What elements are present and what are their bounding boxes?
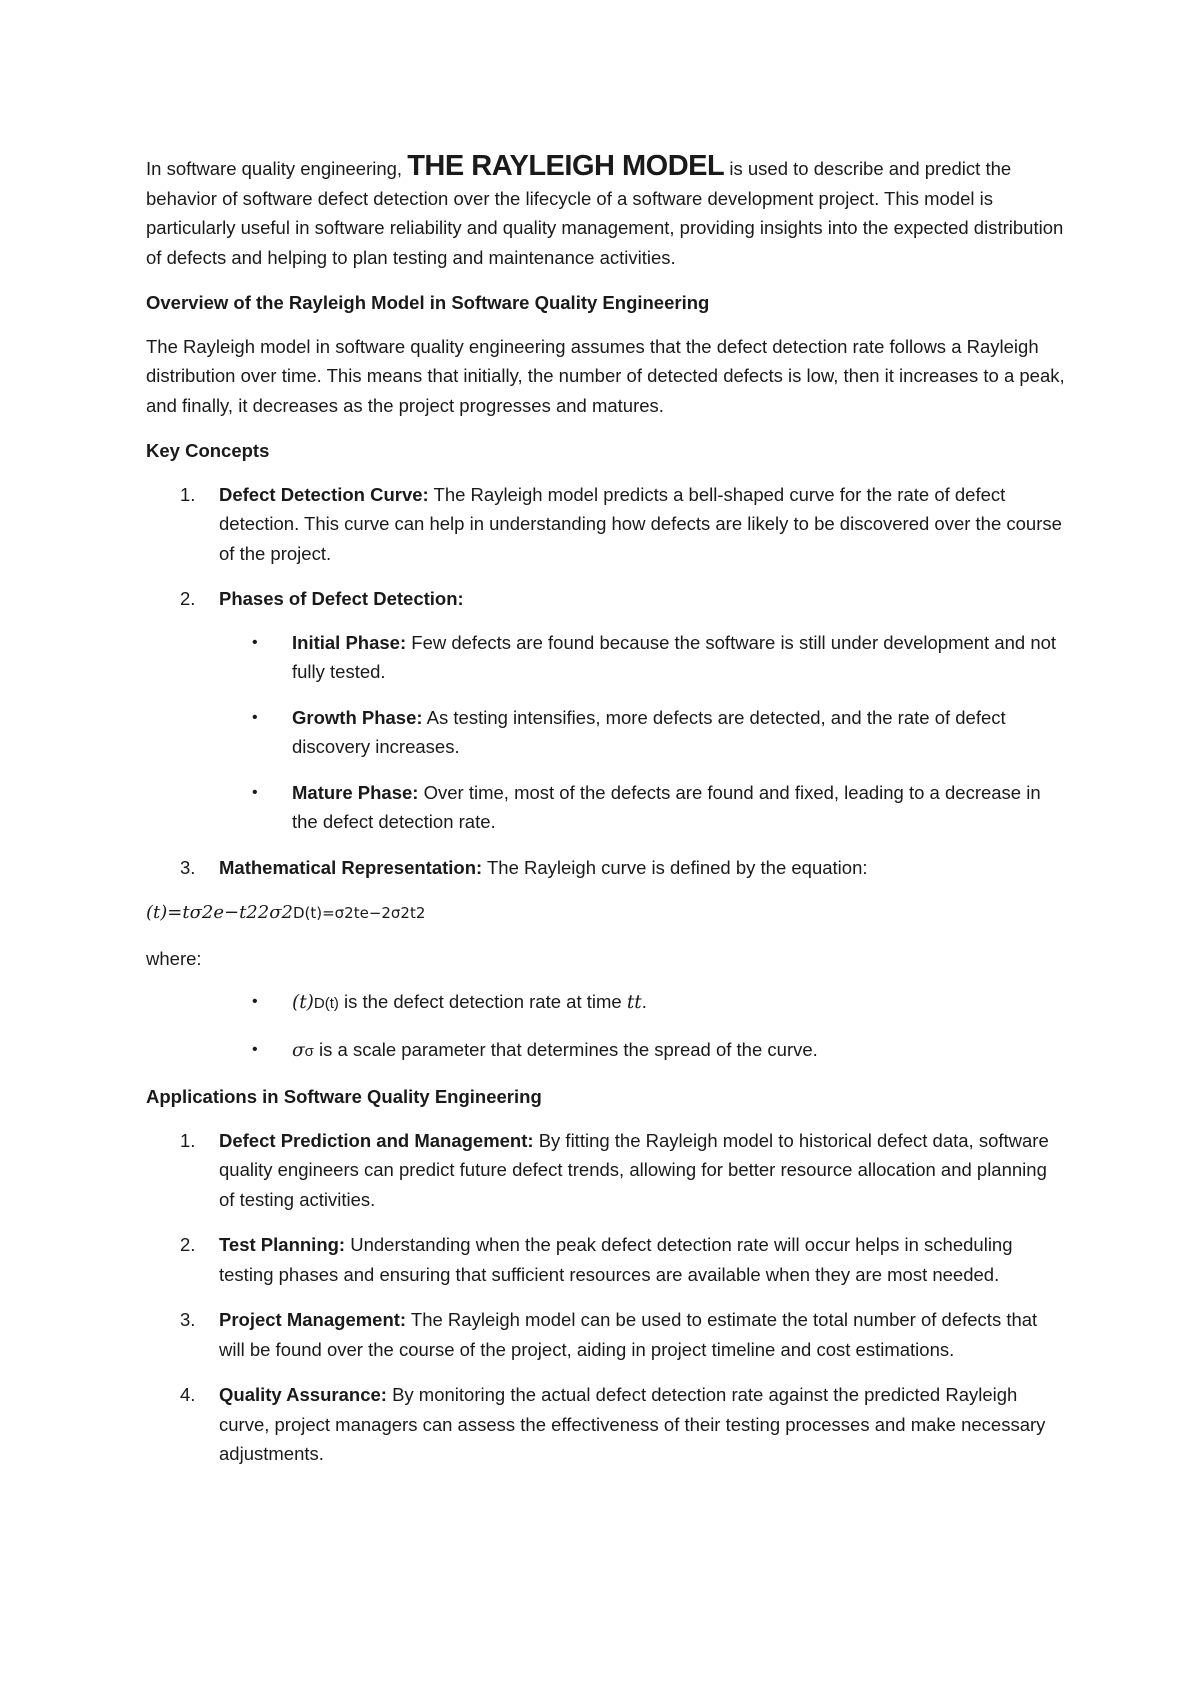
list-item	[146, 703, 1066, 762]
sentence-end: .	[641, 991, 647, 1012]
item-text: By monitoring the actual defect detection rate against the predicted Rayleigh curve, project managers can assess the effectiveness of their testing processes and make necessary adjustments.	[219, 1384, 1046, 1464]
list-item	[146, 1305, 1066, 1364]
list-number: 2.	[180, 588, 196, 609]
list-item	[146, 853, 1066, 883]
phase-text: As testing intensifies, more defects are detected, and the rate of defect discovery increases.	[292, 706, 1006, 757]
list-item	[146, 1035, 1066, 1067]
intro-paragraph	[146, 152, 1066, 272]
bullet-icon: •	[252, 1040, 258, 1058]
key-concepts-list	[146, 480, 1066, 883]
where-text: is the defect detection rate at time	[338, 991, 627, 1012]
item-term: Defect Detection Curve:	[219, 483, 429, 505]
item-text: The Rayleigh model can be used to estimate the total number of defects that will be found over the course of the project, aiding in project timeline and cost estimations.	[219, 1309, 1038, 1360]
where-label: where:	[146, 947, 202, 969]
list-item	[146, 1230, 1066, 1289]
equation-plain: D(t)=σ2te−2σ2t2	[292, 904, 426, 922]
math-plain: σ	[304, 1042, 314, 1060]
list-number: 3.	[180, 1309, 196, 1330]
phases-list	[219, 628, 1066, 837]
math-symbol: (𝑡)	[292, 992, 314, 1013]
phase-text: Few defects are found because the software is still under development and not fully tested.	[292, 631, 1057, 682]
list-number: 3.	[180, 856, 196, 878]
bullet-icon: •	[252, 993, 258, 1010]
list-item	[146, 987, 1066, 1019]
intro-text-after: is used to describe and predict the behavior of software defect detection over the lifecycle of a software development project. This model is particularly useful in software reliability and quality management, providing insights into the expected distribution of defects and helping to plan testing and maintenance activities.	[146, 158, 1064, 268]
bullet-icon: •	[252, 783, 258, 801]
list-item	[146, 628, 1066, 687]
item-term: Quality Assurance:	[219, 1384, 387, 1405]
key-concepts-heading: Key Concepts	[146, 440, 270, 461]
phase-term: Mature Phase:	[292, 781, 419, 803]
phase-term: Growth Phase:	[292, 706, 423, 728]
item-term: Phases of Defect Detection:	[219, 588, 464, 609]
list-number: 2.	[180, 1234, 196, 1255]
item-text: Understanding when the peak defect detection rate will occur helps in scheduling testing phases and ensuring that sufficient resources are available when they are most needed.	[219, 1234, 1013, 1285]
math-plain: D(t)	[313, 995, 339, 1012]
item-term: Project Management:	[219, 1309, 407, 1330]
list-number: 1.	[180, 1129, 196, 1151]
item-text: By fitting the Rayleigh model to historical defect data, software quality engineers can predict future defect trends, allowing for better resource allocation and planning of testing activities.	[219, 1129, 1049, 1210]
math-symbol: 𝑡𝑡	[626, 992, 642, 1013]
applications-list	[146, 1126, 1066, 1469]
list-item	[146, 1380, 1066, 1469]
rayleigh-model-title: THE RAYLEIGH MODEL	[407, 150, 725, 182]
list-item	[146, 778, 1066, 837]
list-item	[146, 584, 1066, 837]
applications-heading: Applications in Software Quality Engineering	[146, 1086, 542, 1107]
list-number: 1.	[180, 483, 196, 505]
item-text: The Rayleigh curve is defined by the equation:	[482, 856, 868, 878]
bullet-icon: •	[252, 708, 258, 726]
overview-heading: Overview of the Rayleigh Model in Software Quality Engineering	[146, 292, 710, 313]
math-symbol: 𝜎	[292, 1039, 305, 1061]
list-item	[146, 1126, 1066, 1215]
document-page	[146, 152, 1066, 1485]
item-term: Mathematical Representation:	[219, 856, 483, 878]
item-term: Defect Prediction and Management:	[219, 1129, 534, 1151]
list-item	[146, 480, 1066, 569]
equation-math: (𝑡)=𝑡𝜎2𝑒−𝑡22𝜎2	[146, 902, 293, 923]
overview-paragraph: The Rayleigh model in software quality engineering assumes that the defect detection rate follows a Rayleigh distribution over time. This means that initially, the number of detected defects is low, then it increases to a peak, and finally, it decreases as the project progresses and matures.	[146, 335, 1065, 416]
where-list	[146, 987, 1066, 1066]
phase-term: Initial Phase:	[292, 631, 407, 653]
intro-text-before: In software quality engineering,	[146, 158, 408, 179]
rayleigh-equation	[146, 898, 1066, 929]
item-term: Test Planning:	[219, 1234, 346, 1255]
where-text: is a scale parameter that determines the spread of the curve.	[313, 1038, 818, 1060]
item-text: The Rayleigh model predicts a bell-shaped curve for the rate of defect detection. This curve can help in understanding how defects are likely to be discovered over the course of the project.	[219, 483, 1062, 564]
list-number: 4.	[180, 1384, 196, 1405]
bullet-icon: •	[252, 633, 258, 651]
phase-text: Over time, most of the defects are found and fixed, leading to a decrease in the defect detection rate.	[292, 781, 1041, 832]
